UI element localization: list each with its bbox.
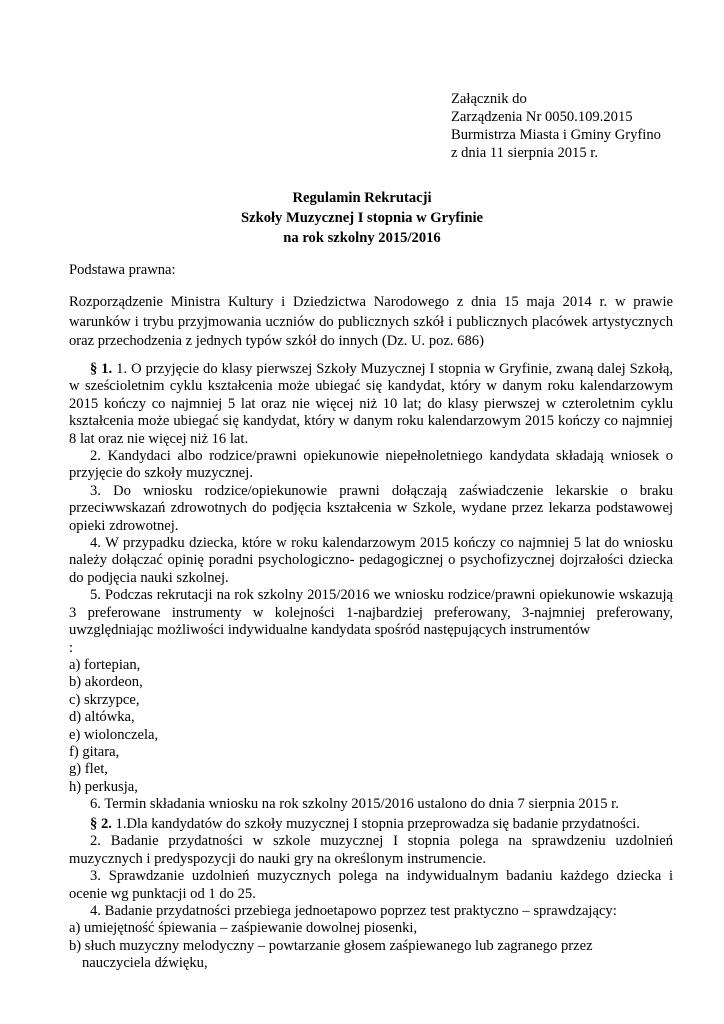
section-1-paragraph-6: 6. Termin składania wniosku na rok szkolny 2015/2016 ustalono do dnia 7 sierpnia 2015 r.: [90, 796, 619, 813]
section-2-marker: § 2.: [90, 816, 112, 832]
title-line-1: Regulamin Rekrutacji: [292, 190, 432, 206]
section-2-item-a: a) umiejętność śpiewania – zaśpiewanie dowolnej piosenki,: [69, 920, 418, 937]
annex-line-3: Burmistrza Miasta i Gminy Gryfino: [451, 127, 661, 143]
annex-line-4: z dnia 11 sierpnia 2015 r.: [451, 145, 598, 161]
section-1: [69, 361, 673, 814]
section-2-p1-text: 1.Dla kandydatów do szkoły muzycznej I stopnia przeprowadza się badanie przydatności.: [111, 816, 640, 832]
section-1-marker: § 1.: [90, 361, 113, 377]
legal-basis-label: Podstawa prawna:: [69, 262, 176, 278]
title-line-3: na rok szkolny 2015/2016: [283, 230, 441, 246]
legal-basis-text: Rozporządzenie Ministra Kultury i Dziedzictwa Narodowego z dnia 15 maja 2014 r. w prawie warunków i trybu przyjmowania uczniów do publicznych szkół i publicznych placówek artystycznych oraz przechodzenia z jednych typów szkół do innych (Dz. U. poz. 686): [69, 294, 673, 349]
instrument-item: d) altówka,: [69, 709, 135, 726]
section-1-paragraph-5: 5. Podczas rekrutacji na rok szkolny 2015/2016 we wniosku rodzice/prawni opiekunowie wskazują 3 preferowane instrumenty w kolejności 1-najbardziej preferowany, 3-najmniej preferowany, uwzględniając możliwości indywidualne kandydata spośród następujących instrumentów: [69, 587, 673, 639]
section-1-colon: :: [69, 639, 74, 656]
section-2-paragraph-4: 4. Badanie przydatności przebiega jednoetapowo poprzez test praktyczno – sprawdzający:: [90, 903, 617, 920]
section-1-paragraph-2: 2. Kandydaci albo rodzice/prawni opiekunowie niepełnoletniego kandydata składają wniosek o przyjęcie do szkoły muzycznej.: [69, 448, 673, 482]
annex-line-1: Załącznik do: [451, 91, 527, 107]
section-1-p1-text: 1. O przyjęcie do klasy pierwszej Szkoły Muzycznej I stopnia w Gryfinie, zwaną dalej Szkołą, w sześcioletnim cyklu kształcenia może ubiegać się kandydat, który w danym roku kalendarzowym 2015 kończy co najmniej 5 lat oraz nie więcej niż 10 lat; do klasy pierwszej w czteroletnim cyklu kształcenia może ubiegać się kandydat, który w danym roku kalendarzowym 2015 kończy co najmniej 8 lat oraz nie więcej niż 16 lat.: [69, 361, 674, 447]
title-line-2: Szkoły Muzycznej I stopnia w Gryfinie: [240, 210, 483, 226]
instrument-item: c) skrzypce,: [69, 691, 140, 708]
section-1-paragraph-3: 3. Do wniosku rodzice/opiekunowie prawni dołączają zaświadczenie lekarskie o braku przeciwwskazań zdrowotnych do podjęcia kształcenia w Szkole, wydane przez lekarza podstawowej opieki zdrowotnej.: [69, 482, 673, 534]
section-1-paragraph-1: [69, 361, 673, 448]
instrument-item: b) akordeon,: [69, 674, 143, 691]
section-2-item-b-continuation: nauczyciela dźwięku,: [82, 955, 208, 972]
section-1-paragraph-4: 4. W przypadku dziecka, które w roku kalendarzowym 2015 kończy co najmniej 5 lat do wniosku należy dołączać opinię poradni psychologiczno- pedagogicznej o psychofizycznej dojrzałości dziecka do podjęcia nauki szkolnej.: [69, 535, 673, 586]
section-2-paragraph-1: [69, 816, 673, 833]
annex-line-2: Zarządzenia Nr 0050.109.2015: [451, 109, 633, 125]
section-2-item-b: b) słuch muzyczny melodyczny – powtarzanie głosem zaśpiewanego lub zagranego przez: [69, 937, 593, 954]
instrument-item: f) gitara,: [69, 743, 120, 760]
section-2-paragraph-2: 2. Badanie przydatności w szkole muzycznej I stopnia polega na sprawdzeniu uzdolnień muzycznych i predyspozycji do nauki gry na określonym instrumencie.: [69, 833, 673, 867]
instrument-item: g) flet,: [69, 761, 108, 778]
document-title: [0, 188, 724, 248]
annex-header: [451, 90, 711, 162]
instrument-item: e) wiolonczela,: [69, 726, 159, 743]
instrument-item: a) fortepian,: [69, 656, 141, 673]
section-2-paragraph-3: 3. Sprawdzanie uzdolnień muzycznych polega na indywidualnym badaniu każdego dziecka i ocenie wg punktacji od 1 do 25.: [69, 868, 673, 902]
instrument-item: h) perkusja,: [69, 778, 138, 795]
section-2: [69, 816, 673, 973]
